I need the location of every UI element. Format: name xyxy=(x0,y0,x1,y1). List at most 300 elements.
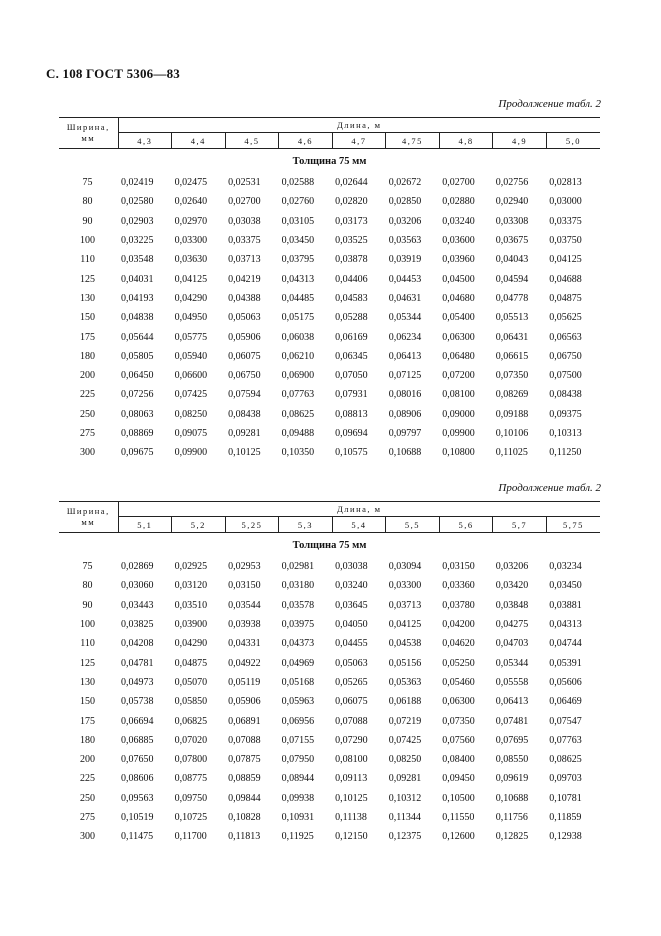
volume-cell: 0,10106 xyxy=(495,428,529,439)
width-cell: 300 xyxy=(80,831,96,843)
volume-cell: 0,09797 xyxy=(388,428,422,439)
volume-cell: 0,03645 xyxy=(335,599,368,611)
table-row xyxy=(59,231,600,250)
length-column-header: 5,4 xyxy=(332,517,386,533)
volume-cell: 0,07931 xyxy=(335,389,368,401)
length-column-header: 5,1 xyxy=(118,517,172,533)
volume-cell: 0,09000 xyxy=(442,408,475,420)
volume-cell: 0,04200 xyxy=(442,619,475,631)
volume-cell: 0,09563 xyxy=(121,792,154,804)
volume-cell: 0,06450 xyxy=(121,370,154,382)
volume-cell: 0,05850 xyxy=(174,696,208,708)
volume-cell: 0,09281 xyxy=(228,428,261,439)
volume-cell: 0,05460 xyxy=(442,676,475,688)
volume-cell: 0,08100 xyxy=(335,754,368,766)
volume-cell: 0,02925 xyxy=(174,561,208,573)
volume-cell: 0,03825 xyxy=(121,619,154,631)
volume-cell: 0,04538 xyxy=(388,638,422,650)
volume-cell: 0,04290 xyxy=(174,292,208,304)
volume-cell: 0,06885 xyxy=(121,734,154,746)
length-column-header: 4,8 xyxy=(439,133,493,149)
thickness-label: Толщина 75 мм xyxy=(292,155,367,167)
volume-cell: 0,06210 xyxy=(281,350,315,362)
volume-cell: 0,04973 xyxy=(121,676,154,688)
table-row xyxy=(59,596,600,615)
width-cell: 275 xyxy=(80,428,96,439)
volume-cell: 0,05363 xyxy=(388,676,422,688)
volume-cell: 0,06188 xyxy=(388,696,422,708)
table-row xyxy=(59,308,600,327)
width-header-label: Ширина, xyxy=(66,506,110,516)
volume-cell: 0,04031 xyxy=(121,273,154,285)
length-column-header: 4,3 xyxy=(118,133,172,149)
width-cell: 80 xyxy=(82,196,93,208)
volume-cell: 0,05265 xyxy=(335,676,368,688)
volume-cell: 0,04373 xyxy=(281,638,315,650)
volume-cell: 0,04050 xyxy=(335,619,368,631)
volume-cell: 0,07088 xyxy=(228,734,261,746)
length-column-header: 5,3 xyxy=(279,517,333,533)
table-row xyxy=(59,289,600,308)
volume-cell: 0,07950 xyxy=(281,754,315,766)
volume-cell: 0,03420 xyxy=(495,580,529,592)
table-row xyxy=(59,347,600,366)
volume-cell: 0,06169 xyxy=(335,331,368,343)
volume-cell: 0,02850 xyxy=(388,196,422,208)
volume-cell: 0,06900 xyxy=(281,370,315,382)
volume-cell: 0,09703 xyxy=(549,773,582,785)
length-column-header: 5,75 xyxy=(546,517,600,533)
table-row xyxy=(59,385,600,404)
width-cell: 225 xyxy=(80,773,96,785)
volume-cell: 0,03000 xyxy=(549,196,582,208)
volume-cell: 0,04922 xyxy=(228,657,261,669)
width-cell: 300 xyxy=(80,447,96,459)
volume-cell: 0,04453 xyxy=(388,273,422,285)
volume-cell: 0,04406 xyxy=(335,273,368,285)
volume-cell: 0,09900 xyxy=(174,447,208,459)
length-column-header: 4,75 xyxy=(386,133,440,149)
volume-cell: 0,08550 xyxy=(495,754,529,766)
length-column-header: 5,5 xyxy=(386,517,440,533)
table-row xyxy=(59,212,600,231)
width-header-unit: мм xyxy=(81,517,96,527)
volume-cell: 0,07560 xyxy=(442,734,475,746)
volume-cell: 0,12375 xyxy=(388,831,422,843)
volume-cell: 0,10725 xyxy=(174,812,208,823)
volume-cell: 0,05063 xyxy=(335,657,368,669)
volume-cell: 0,09844 xyxy=(228,792,261,804)
volume-cell: 0,07425 xyxy=(388,734,422,746)
length-column-header: 4,5 xyxy=(225,133,279,149)
volume-cell: 0,03881 xyxy=(549,599,582,611)
volume-cell: 0,07256 xyxy=(121,389,154,401)
volume-cell: 0,03578 xyxy=(281,599,315,611)
volume-cell: 0,06413 xyxy=(388,350,422,362)
thickness-label: Толщина 75 мм xyxy=(292,539,367,551)
volume-cell: 0,07155 xyxy=(281,734,315,746)
volume-cell: 0,06038 xyxy=(281,331,315,343)
volume-cell: 0,08438 xyxy=(228,408,261,420)
volume-cell: 0,09619 xyxy=(495,773,529,785)
volume-cell: 0,12938 xyxy=(549,831,582,843)
volume-cell: 0,03308 xyxy=(495,215,529,227)
volume-cell: 0,02531 xyxy=(228,177,261,189)
width-cell: 175 xyxy=(80,331,96,343)
length-header: Длина, м xyxy=(118,118,600,133)
volume-cell: 0,06615 xyxy=(495,350,529,362)
volume-cell: 0,04485 xyxy=(281,292,315,304)
volume-cell: 0,11756 xyxy=(495,812,528,823)
width-cell: 130 xyxy=(80,292,96,304)
volume-cell: 0,10575 xyxy=(335,447,368,459)
volume-cell: 0,09488 xyxy=(281,428,315,439)
volume-cell: 0,03450 xyxy=(549,580,582,592)
volume-cell: 0,10125 xyxy=(228,447,261,459)
volume-cell: 0,04331 xyxy=(228,638,261,650)
volume-cell: 0,02588 xyxy=(281,177,315,189)
volume-cell: 0,04219 xyxy=(228,273,261,285)
volume-cell: 0,10500 xyxy=(442,792,475,804)
table-row xyxy=(59,634,600,653)
volume-cell: 0,02672 xyxy=(388,177,422,189)
volume-cell: 0,04781 xyxy=(121,657,154,669)
width-cell: 90 xyxy=(82,215,93,227)
volume-cell: 0,05250 xyxy=(442,657,475,669)
volume-cell: 0,03206 xyxy=(495,561,529,573)
table-row xyxy=(59,576,600,595)
volume-cell: 0,10931 xyxy=(281,812,315,823)
volume-cell: 0,05168 xyxy=(281,676,315,688)
volume-cell: 0,03375 xyxy=(228,235,261,247)
volume-cell: 0,05940 xyxy=(174,350,208,362)
volume-cell: 0,12600 xyxy=(442,831,475,843)
volume-cell: 0,11138 xyxy=(335,812,367,823)
volume-cell: 0,12825 xyxy=(495,831,529,843)
volume-cell: 0,10313 xyxy=(549,428,582,439)
volume-cell: 0,03094 xyxy=(388,561,422,573)
volume-cell: 0,08269 xyxy=(495,389,529,401)
length-column-header: 4,4 xyxy=(172,133,226,149)
volume-cell: 0,07200 xyxy=(442,370,475,382)
volume-cell: 0,03630 xyxy=(174,254,208,266)
volume-cell: 0,08625 xyxy=(549,754,582,766)
width-cell: 275 xyxy=(80,812,96,823)
volume-cell: 0,02700 xyxy=(228,196,261,208)
volume-cell: 0,04620 xyxy=(442,638,475,650)
continuation-label-2: Продолжение табл. 2 xyxy=(498,482,601,494)
width-cell: 110 xyxy=(80,254,95,266)
length-column-header: 5,7 xyxy=(493,517,547,533)
volume-cell: 0,08400 xyxy=(442,754,475,766)
volume-cell: 0,07020 xyxy=(174,734,208,746)
volume-cell: 0,03525 xyxy=(335,235,368,247)
volume-cell: 0,10350 xyxy=(281,447,315,459)
table-row xyxy=(59,808,600,827)
volume-cell: 0,10688 xyxy=(388,447,422,459)
table-row xyxy=(59,615,600,634)
volume-cell: 0,09938 xyxy=(281,792,315,804)
volume-cell: 0,04313 xyxy=(281,273,315,285)
width-cell: 225 xyxy=(80,389,96,401)
table-row xyxy=(59,653,600,672)
volume-cell: 0,07290 xyxy=(335,734,368,746)
width-cell: 180 xyxy=(80,734,96,746)
volume-cell: 0,02475 xyxy=(174,177,208,189)
volume-cell: 0,02869 xyxy=(121,561,154,573)
volume-cell: 0,05344 xyxy=(388,312,422,324)
volume-cell: 0,03038 xyxy=(228,215,261,227)
volume-cell: 0,10828 xyxy=(228,812,261,823)
volume-cell: 0,02640 xyxy=(174,196,208,208)
volume-cell: 0,03150 xyxy=(228,580,261,592)
volume-cell: 0,05391 xyxy=(549,657,582,669)
volume-cell: 0,04455 xyxy=(335,638,368,650)
volume-cell: 0,02419 xyxy=(121,177,154,189)
volume-cell: 0,10800 xyxy=(442,447,475,459)
table-row xyxy=(59,789,600,808)
volume-cell: 0,07088 xyxy=(335,715,368,727)
volume-cell: 0,06300 xyxy=(442,331,475,343)
volume-cell: 0,04875 xyxy=(174,657,208,669)
volume-cell: 0,04500 xyxy=(442,273,475,285)
volume-cell: 0,06750 xyxy=(549,350,582,362)
volume-cell: 0,03038 xyxy=(335,561,368,573)
volume-cell: 0,07125 xyxy=(388,370,422,382)
page-title: С. 108 ГОСТ 5306—83 xyxy=(46,66,180,81)
width-cell: 125 xyxy=(80,657,96,669)
width-header xyxy=(59,118,118,149)
volume-cell: 0,03563 xyxy=(388,235,422,247)
volume-cell: 0,02981 xyxy=(281,561,315,573)
volume-cell: 0,03780 xyxy=(442,599,475,611)
volume-cell: 0,04688 xyxy=(549,273,582,285)
table-row xyxy=(59,405,600,424)
volume-cell: 0,08438 xyxy=(549,389,582,401)
volume-cell: 0,04043 xyxy=(495,254,529,266)
volume-cell: 0,06431 xyxy=(495,331,529,343)
volume-cell: 0,02756 xyxy=(495,177,529,189)
table-row xyxy=(59,173,600,192)
width-cell: 130 xyxy=(80,676,96,688)
volume-cell: 0,11813 xyxy=(228,831,261,843)
length-column-header: 5,0 xyxy=(546,133,600,149)
volume-cell: 0,05063 xyxy=(228,312,261,324)
volume-cell: 0,11475 xyxy=(121,831,154,843)
volume-cell: 0,02940 xyxy=(495,196,529,208)
volume-cell: 0,02820 xyxy=(335,196,368,208)
volume-cell: 0,02880 xyxy=(442,196,475,208)
volume-cell: 0,08944 xyxy=(281,773,315,785)
volume-cell: 0,06469 xyxy=(549,696,582,708)
volume-cell: 0,11025 xyxy=(495,447,528,459)
volume-cell: 0,03750 xyxy=(549,235,582,247)
data-table-1 xyxy=(59,117,600,462)
volume-cell: 0,03240 xyxy=(442,215,475,227)
volume-cell: 0,06075 xyxy=(228,350,261,362)
table-row xyxy=(59,557,600,576)
width-header-unit: мм xyxy=(81,133,96,143)
length-column-header: 4,7 xyxy=(332,133,386,149)
volume-cell: 0,07425 xyxy=(174,389,208,401)
volume-cell: 0,09675 xyxy=(121,447,154,459)
width-cell: 250 xyxy=(80,408,96,420)
volume-cell: 0,08250 xyxy=(388,754,422,766)
volume-cell: 0,09900 xyxy=(442,428,475,439)
volume-cell: 0,05625 xyxy=(549,312,582,324)
volume-cell: 0,07695 xyxy=(495,734,529,746)
table-row xyxy=(59,750,600,769)
volume-cell: 0,08625 xyxy=(281,408,315,420)
volume-cell: 0,03240 xyxy=(335,580,368,592)
volume-cell: 0,03375 xyxy=(549,215,582,227)
width-header-label: Ширина, xyxy=(66,122,110,132)
volume-cell: 0,09450 xyxy=(442,773,475,785)
volume-cell: 0,04703 xyxy=(495,638,529,650)
volume-cell: 0,04594 xyxy=(495,273,529,285)
volume-cell: 0,04193 xyxy=(121,292,154,304)
volume-cell: 0,08100 xyxy=(442,389,475,401)
volume-cell: 0,06413 xyxy=(495,696,529,708)
volume-cell: 0,05344 xyxy=(495,657,529,669)
volume-cell: 0,08606 xyxy=(121,773,154,785)
volume-cell: 0,03360 xyxy=(442,580,475,592)
volume-cell: 0,04208 xyxy=(121,638,154,650)
volume-cell: 0,05156 xyxy=(388,657,422,669)
length-column-header: 4,9 xyxy=(493,133,547,149)
table-row xyxy=(59,366,600,385)
volume-cell: 0,03450 xyxy=(281,235,315,247)
volume-cell: 0,08869 xyxy=(121,428,154,439)
length-column-header: 5,2 xyxy=(172,517,226,533)
volume-cell: 0,04583 xyxy=(335,292,368,304)
table-row xyxy=(59,192,600,211)
volume-cell: 0,05644 xyxy=(121,331,154,343)
volume-cell: 0,05119 xyxy=(228,676,261,688)
volume-cell: 0,03960 xyxy=(442,254,475,266)
volume-cell: 0,02644 xyxy=(335,177,368,189)
volume-cell: 0,10519 xyxy=(121,812,154,823)
width-cell: 100 xyxy=(80,619,96,631)
volume-cell: 0,04744 xyxy=(549,638,582,650)
width-cell: 110 xyxy=(80,638,95,650)
volume-cell: 0,04275 xyxy=(495,619,529,631)
volume-cell: 0,03300 xyxy=(174,235,208,247)
volume-cell: 0,11859 xyxy=(549,812,582,823)
volume-cell: 0,03510 xyxy=(174,599,208,611)
volume-cell: 0,05906 xyxy=(228,696,261,708)
volume-cell: 0,08906 xyxy=(388,408,422,420)
volume-cell: 0,05175 xyxy=(281,312,315,324)
volume-cell: 0,07650 xyxy=(121,754,154,766)
volume-cell: 0,09694 xyxy=(335,428,368,439)
volume-cell: 0,08250 xyxy=(174,408,208,420)
width-header xyxy=(59,502,118,533)
volume-cell: 0,05400 xyxy=(442,312,475,324)
volume-cell: 0,12150 xyxy=(335,831,368,843)
table-row xyxy=(59,769,600,788)
volume-cell: 0,04290 xyxy=(174,638,208,650)
volume-cell: 0,09281 xyxy=(388,773,422,785)
continuation-label-1: Продолжение табл. 2 xyxy=(498,98,601,110)
width-cell: 80 xyxy=(82,580,93,592)
volume-cell: 0,04875 xyxy=(549,292,582,304)
width-cell: 250 xyxy=(80,792,96,804)
table-row xyxy=(59,269,600,288)
volume-cell: 0,06345 xyxy=(335,350,368,362)
volume-cell: 0,04631 xyxy=(388,292,422,304)
volume-cell: 0,05288 xyxy=(335,312,368,324)
volume-cell: 0,07763 xyxy=(281,389,315,401)
volume-cell: 0,03975 xyxy=(281,619,315,631)
table-row xyxy=(59,827,600,846)
volume-cell: 0,03938 xyxy=(228,619,261,631)
volume-cell: 0,08775 xyxy=(174,773,208,785)
volume-cell: 0,07050 xyxy=(335,370,368,382)
volume-cell: 0,03713 xyxy=(388,599,422,611)
volume-cell: 0,04778 xyxy=(495,292,529,304)
volume-cell: 0,11550 xyxy=(442,812,475,823)
table-row xyxy=(59,692,600,711)
volume-cell: 0,05906 xyxy=(228,331,261,343)
volume-cell: 0,03300 xyxy=(388,580,422,592)
table-row xyxy=(59,424,600,443)
volume-cell: 0,05070 xyxy=(174,676,208,688)
volume-cell: 0,10125 xyxy=(335,792,368,804)
volume-cell: 0,06563 xyxy=(549,331,582,343)
volume-cell: 0,07500 xyxy=(549,370,582,382)
volume-cell: 0,06694 xyxy=(121,715,154,727)
volume-cell: 0,03600 xyxy=(442,235,475,247)
volume-cell: 0,05805 xyxy=(121,350,154,362)
volume-cell: 0,09075 xyxy=(174,428,208,439)
volume-cell: 0,10781 xyxy=(549,792,582,804)
volume-cell: 0,06075 xyxy=(335,696,368,708)
volume-cell: 0,05963 xyxy=(281,696,315,708)
volume-cell: 0,05513 xyxy=(495,312,529,324)
volume-cell: 0,04838 xyxy=(121,312,154,324)
volume-cell: 0,09188 xyxy=(495,408,529,420)
length-column-header: 5,6 xyxy=(439,517,493,533)
data-table-2 xyxy=(59,501,600,846)
volume-cell: 0,03544 xyxy=(228,599,261,611)
volume-cell: 0,11700 xyxy=(174,831,207,843)
table-row xyxy=(59,711,600,730)
volume-cell: 0,05738 xyxy=(121,696,154,708)
volume-cell: 0,08063 xyxy=(121,408,154,420)
volume-cell: 0,02813 xyxy=(549,177,582,189)
volume-cell: 0,03180 xyxy=(281,580,315,592)
volume-cell: 0,07219 xyxy=(388,715,422,727)
volume-cell: 0,03150 xyxy=(442,561,475,573)
table-row xyxy=(59,673,600,692)
volume-cell: 0,04680 xyxy=(442,292,475,304)
volume-cell: 0,09375 xyxy=(549,408,582,420)
volume-cell: 0,07350 xyxy=(442,715,475,727)
volume-cell: 0,02760 xyxy=(281,196,315,208)
volume-cell: 0,07800 xyxy=(174,754,208,766)
volume-cell: 0,07763 xyxy=(549,734,582,746)
volume-cell: 0,02580 xyxy=(121,196,154,208)
width-cell: 180 xyxy=(80,350,96,362)
volume-cell: 0,10688 xyxy=(495,792,529,804)
volume-cell: 0,03675 xyxy=(495,235,529,247)
width-cell: 90 xyxy=(82,599,93,611)
width-cell: 150 xyxy=(80,312,96,324)
width-cell: 100 xyxy=(80,235,96,247)
volume-cell: 0,06234 xyxy=(388,331,422,343)
volume-cell: 0,02903 xyxy=(121,215,154,227)
